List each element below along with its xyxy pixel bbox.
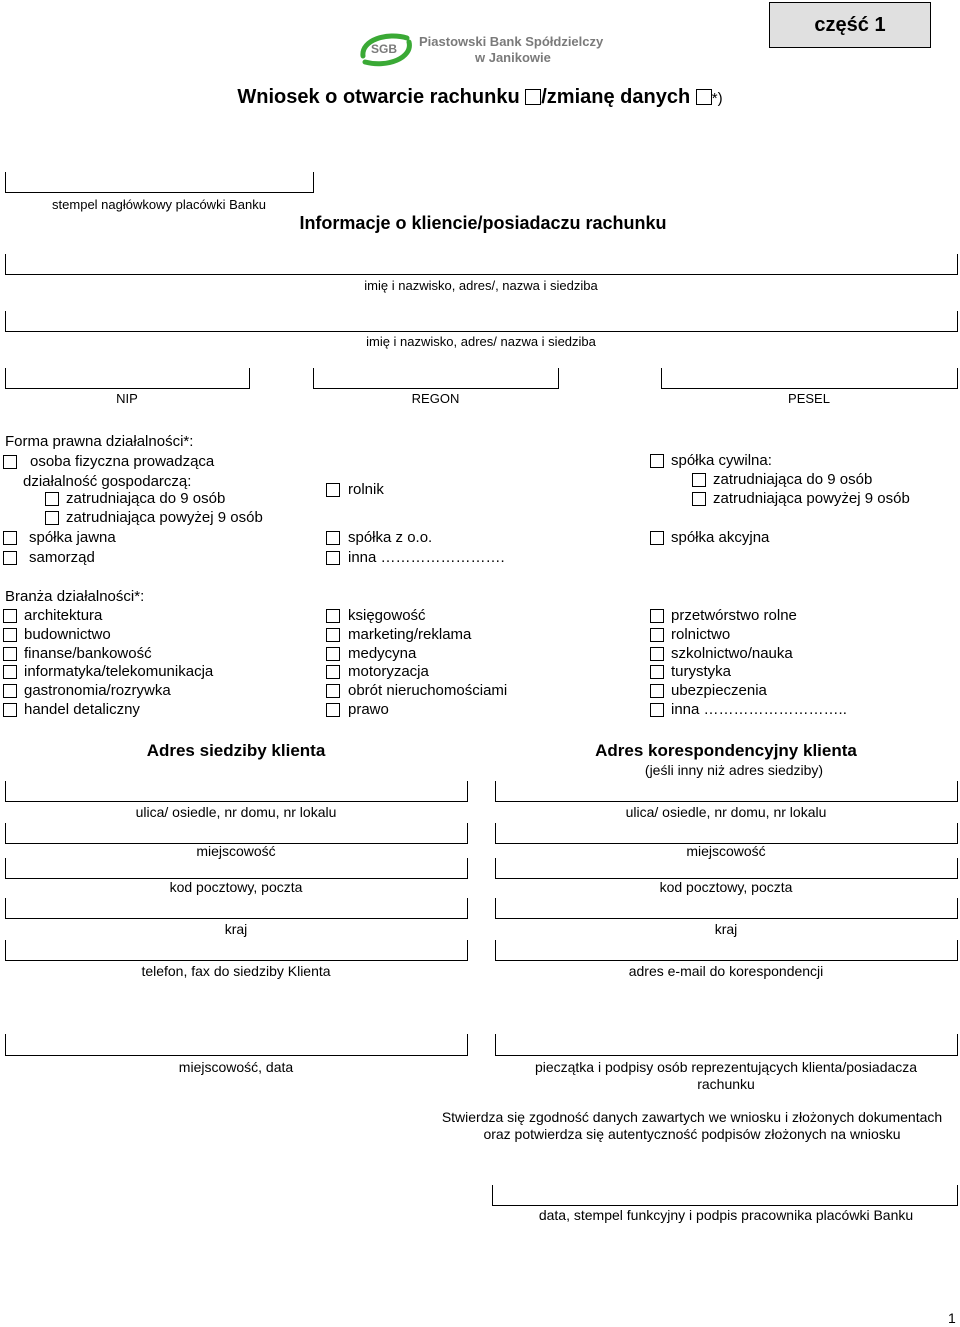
other-form-checkbox[interactable] — [326, 551, 340, 565]
industry-item: ubezpieczenia — [671, 682, 767, 699]
client-info-title: Informacje o kliencie/posiadaczu rachunku — [299, 213, 667, 233]
civil-employ-small-label: zatrudniająca do 9 osób — [713, 471, 873, 488]
industry-item: medycyna — [348, 645, 417, 662]
title-open-account: Wniosek o otwarcie rachunku — [237, 86, 520, 108]
civil-partnership-label: spółka cywilna: — [671, 452, 772, 469]
form-title — [0, 86, 960, 109]
name-address-label-2: imię i nazwisko, adres/ nazwa i siedziba — [366, 334, 596, 349]
industry-item: turystyka — [671, 663, 732, 680]
confirmation-text-1: Stwierdza się zgodność danych zawartych we wniosku i złożonych dokumentach — [441, 1109, 943, 1125]
bank-employee-label: data, stempel funkcyjny i podpis pracownika placówki Banku — [538, 1207, 914, 1223]
employ-large-label: zatrudniająca powyżej 9 osób — [66, 509, 263, 526]
sole-prop-label-1: osoba fizyczna prowadząca — [30, 453, 215, 470]
bank-name-line2: w Janikowie — [475, 50, 551, 65]
joint-stock-checkbox[interactable] — [650, 531, 664, 545]
industry-item: marketing/reklama — [348, 626, 472, 643]
industry-item: rolnictwo — [671, 626, 731, 643]
industry-checkbox[interactable] — [326, 684, 340, 698]
nip-label: NIP — [116, 391, 138, 406]
general-partnership-label: spółka jawna — [29, 529, 116, 546]
city-label: miejscowość — [196, 843, 276, 859]
industry-item: finanse/bankowość — [24, 645, 152, 662]
country-label: kraj — [224, 921, 248, 937]
industry-checkbox[interactable] — [3, 703, 17, 717]
employ-large-checkbox[interactable] — [45, 511, 59, 525]
correspondence-note: (jeśli inny niż adres siedziby) — [644, 762, 824, 778]
industry-item: przetwórstwo rolne — [671, 607, 797, 624]
confirmation-text-2: oraz potwierdza się autentyczność podpisów złożonych na wniosku — [483, 1126, 901, 1142]
industry-item: księgowość — [348, 607, 426, 624]
stamp-field-right — [313, 172, 314, 193]
email-field[interactable] — [495, 960, 957, 961]
client-signature-field[interactable] — [495, 1055, 957, 1056]
industry-item: motoryzacja — [348, 663, 429, 680]
industry-item: informatyka/telekomunikacja — [24, 663, 214, 680]
bank-name-line1: Piastowski Bank Spółdzielczy — [419, 34, 604, 49]
farmer-checkbox[interactable] — [326, 483, 340, 497]
industry-heading: Branża działalności*: — [5, 588, 145, 605]
industry-item: budownictwo — [24, 626, 111, 643]
name-address-label-1: imię i nazwisko, adres/, nazwa i siedziba — [364, 278, 598, 293]
industry-item: handel detaliczny — [24, 701, 140, 718]
open-account-checkbox[interactable] — [525, 89, 541, 105]
corr-street-label: ulica/ osiedle, nr domu, nr lokalu — [625, 804, 827, 820]
corr-street-field[interactable] — [495, 801, 957, 802]
part-box — [769, 2, 931, 48]
bank-employee-field[interactable] — [492, 1205, 957, 1206]
joint-stock-label: spółka akcyjna — [671, 529, 770, 546]
country-field[interactable] — [5, 918, 467, 919]
corr-country-label: kraj — [714, 921, 738, 937]
title-suffix: *) — [711, 90, 723, 107]
place-date-label: miejscowość, data — [178, 1059, 294, 1075]
industry-checkbox[interactable] — [3, 609, 17, 623]
industry-item: architektura — [24, 607, 103, 624]
general-partnership-checkbox[interactable] — [3, 531, 17, 545]
farmer-label: rolnik — [348, 481, 384, 498]
civil-partnership-checkbox[interactable] — [650, 454, 664, 468]
name-address-field-1[interactable] — [5, 274, 957, 275]
civil-employ-large-checkbox[interactable] — [692, 492, 706, 506]
industry-item: gastronomia/rozrywka — [24, 682, 171, 699]
pesel-field[interactable] — [661, 388, 957, 389]
industry-item: prawo — [348, 701, 389, 718]
employ-small-checkbox[interactable] — [45, 492, 59, 506]
stamp-field-left — [5, 172, 6, 193]
street-label: ulica/ osiedle, nr domu, nr lokalu — [135, 804, 337, 820]
corr-country-field[interactable] — [495, 918, 957, 919]
email-label: adres e-mail do korespondencji — [628, 963, 824, 979]
bank-logo — [357, 30, 617, 70]
change-data-checkbox[interactable] — [696, 89, 712, 105]
local-gov-label: samorząd — [29, 549, 95, 566]
industry-checkbox[interactable] — [650, 609, 664, 623]
industry-item: obrót nieruchomościami — [348, 682, 508, 699]
place-date-field[interactable] — [5, 1055, 467, 1056]
sole-prop-checkbox[interactable] — [3, 455, 17, 469]
pesel-label: PESEL — [788, 391, 830, 406]
industry-checkbox[interactable] — [3, 628, 17, 642]
employ-small-label: zatrudniająca do 9 osób — [66, 490, 226, 507]
regon-field[interactable] — [313, 388, 558, 389]
industry-checkbox[interactable] — [326, 665, 340, 679]
postal-label: kod pocztowy, poczta — [169, 879, 303, 895]
civil-employ-small-checkbox[interactable] — [692, 473, 706, 487]
regon-label: REGON — [411, 391, 460, 406]
registered-address-title: Adres siedziby klienta — [146, 741, 326, 760]
local-gov-checkbox[interactable] — [3, 551, 17, 565]
industry-checkbox[interactable] — [3, 684, 17, 698]
phone-label: telefon, fax do siedziby Klienta — [141, 963, 331, 979]
industry-item: szkolnictwo/nauka — [671, 645, 793, 662]
part-label: część 1 — [814, 13, 886, 36]
industry-checkbox[interactable] — [326, 628, 340, 642]
industry-checkbox[interactable] — [650, 628, 664, 642]
industry-checkbox[interactable] — [3, 665, 17, 679]
street-field[interactable] — [5, 801, 467, 802]
stamp-label: stempel nagłówkowy placówki Banku — [52, 197, 266, 212]
civil-employ-large-label: zatrudniająca powyżej 9 osób — [713, 490, 910, 507]
industry-checkbox[interactable] — [326, 647, 340, 661]
nip-field[interactable] — [5, 388, 249, 389]
industry-checkbox[interactable] — [650, 703, 664, 717]
name-address-field-2[interactable] — [5, 331, 957, 332]
other-form-label: inna ……………………. — [348, 549, 505, 566]
title-change-data: /zmianę danych — [541, 86, 691, 108]
industry-checkbox[interactable] — [326, 609, 340, 623]
stamp-field-line[interactable] — [5, 192, 313, 193]
client-signature-label: pieczątka i podpisy osób reprezentujących klienta/posiadacza rachunku — [534, 1059, 918, 1092]
phone-field[interactable] — [5, 960, 467, 961]
industry-checkbox[interactable] — [650, 684, 664, 698]
industry-checkbox[interactable] — [326, 703, 340, 717]
corr-postal-label: kod pocztowy, poczta — [659, 879, 793, 895]
llc-label: spółka z o.o. — [348, 529, 433, 546]
sgb-logo-text: SGB — [371, 42, 398, 56]
llc-checkbox[interactable] — [326, 531, 340, 545]
legal-form-heading: Forma prawna działalności*: — [5, 433, 194, 450]
industry-checkbox[interactable] — [3, 647, 17, 661]
corr-city-label: miejscowość — [686, 843, 766, 859]
industry-checkbox[interactable] — [650, 665, 664, 679]
page-number: 1 — [948, 1310, 956, 1326]
correspondence-address-title: Adres korespondencyjny klienta — [595, 741, 857, 760]
sole-prop-label-2: działalność gospodarczą: — [23, 473, 192, 490]
industry-item: inna ……………………….. — [671, 701, 847, 718]
industry-checkbox[interactable] — [650, 647, 664, 661]
